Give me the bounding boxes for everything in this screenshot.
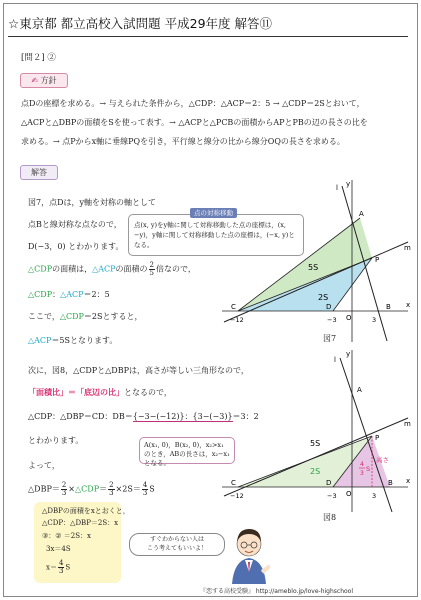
fig7-text-l4e: 倍なので， (155, 264, 196, 274)
fig7-text-line-2: 点Bと線対称な点なので， (28, 220, 122, 229)
title-divider (8, 36, 408, 37)
frac-num-a: 2 (61, 481, 67, 489)
fig7-tick-12: −12 (230, 316, 244, 324)
fig8-eq2: ＝ (99, 484, 108, 494)
fig8-ratio-calc: {−3−(−12)}：{3−(−3)} (132, 412, 233, 421)
working-line-3: ③：② ＝2S：x (42, 532, 91, 540)
fig7-cdp-ref3: △CDP (59, 312, 84, 321)
fig7-tick-3: 3 (372, 316, 377, 324)
fig7-acp-ref: △ACP (92, 264, 116, 274)
fig8-text-line-4: とわかります。 (28, 436, 84, 445)
fig8-text-line-2 (28, 386, 172, 399)
fig8-label-o: O (346, 490, 352, 498)
fig7-text-l4d: の面積の (115, 264, 148, 274)
frac-num: 2 (149, 261, 154, 269)
fig7-label-a: A (359, 210, 364, 218)
fig7-text-line-6 (28, 310, 143, 323)
frac-num-b: 2 (109, 481, 114, 489)
fig7-label-d: D (326, 303, 332, 311)
working-x-eq: x＝ (46, 563, 57, 572)
fig7-text-l4b: の面積は， (52, 264, 93, 274)
fig7-label-y: y (346, 180, 351, 188)
fig8-label-2s: 2S (310, 467, 321, 476)
frac-den-a: 3 (61, 489, 67, 497)
page-title: ☆東京都 都立高校入試問題 平成29年度 解答⑪ (8, 16, 273, 31)
fig7-acp-ref2: △ACP (60, 290, 84, 299)
working-line-5 (46, 560, 70, 575)
fig8-dbp-ref: △DBP (28, 484, 52, 494)
fig8-label-l: l (334, 356, 336, 364)
working-line-1: △DBPの面積をxとおくと， (42, 507, 130, 515)
fig8-ratio-result: ＝3：2 (232, 412, 259, 421)
fig8-label-m: m (404, 420, 411, 428)
houshin-line-3: 求める。→ 点Pからx軸に垂線PQを引き，平行線と線分の比から線分OQの長さを求める。 (21, 137, 345, 146)
fraction-2-5 (149, 262, 155, 277)
fig8-label-5s: 5S (310, 439, 321, 448)
fig8-text-l2b: となるので， (124, 388, 172, 397)
frac-den-b: 3 (109, 489, 114, 497)
frac-num-c: 4 (142, 481, 148, 489)
fig7-cdp-ref: △CDP (28, 264, 53, 274)
footer-credit: 『恋する高校受験』 http://ameblo.jp/love-highschool (200, 588, 354, 595)
fig8-times-2s: ×2S＝ (115, 484, 141, 494)
fig7-text-line-5 (28, 288, 110, 301)
fig7-caption: 図7 (323, 334, 337, 343)
fig7-label-l: l (336, 184, 338, 192)
fig7-label-b: B (386, 303, 391, 311)
fig8-label-d: D (326, 479, 332, 487)
fig8-label-c: C (231, 479, 236, 487)
fig7-text-line-4 (28, 262, 196, 277)
answer-badge: 解答 (20, 165, 58, 180)
area-ratio-rule: 「面積比」＝「底辺の比」 (28, 387, 124, 397)
fig8-label-a: A (357, 386, 362, 394)
speech-bubble (129, 533, 225, 556)
fig7-colon: ： (52, 290, 61, 299)
working-line-4: 3x＝4S (46, 545, 71, 553)
fig8-s: S (149, 484, 155, 494)
fig7-label-o: O (346, 314, 352, 322)
symmetry-note-title: 点の対称移動 (190, 208, 237, 218)
working-s: S (65, 563, 71, 572)
fig7-ratio: ＝2：5 (83, 290, 110, 299)
fig7-text-line-3: D(−3，0) とわかります。 (28, 242, 124, 251)
pen-icon: ✍ (31, 76, 39, 85)
fig8-label-p: P (375, 434, 380, 442)
fig8-label-y: y (346, 350, 351, 358)
fig8-label-height: 高さ (376, 456, 389, 464)
fig7-text-line-7 (28, 334, 117, 347)
fraction-4-3-b (58, 560, 64, 575)
fig8-line-l (340, 358, 392, 512)
bubble-line-2: こう考えてもいいよ！ (146, 544, 207, 552)
houshin-badge-label: 方針 (40, 76, 57, 85)
working-line-2: △CDP：△DBP＝2S：x (42, 519, 119, 527)
fraction-2-3-b (108, 482, 114, 497)
frac-den-d: 3 (58, 567, 64, 575)
fig7-label-2s: 2S (318, 293, 329, 302)
question-label: [問２] ② (21, 53, 56, 63)
fig7-label-m: m (404, 244, 411, 252)
fig8-label-x: x (406, 477, 411, 485)
fig8-label-43-s: S (366, 465, 371, 473)
fig8-cdp-ref: △CDP (75, 484, 100, 494)
fig7-text-l6c: ＝2Sとすると， (83, 312, 143, 321)
fig8-text-line-5: よって， (28, 461, 60, 470)
frac-num-d: 4 (58, 559, 64, 567)
frac-den: 5 (149, 269, 154, 277)
teacher-illustration (228, 520, 270, 584)
fig7-label-p: P (375, 256, 380, 264)
fig8-tick-3: 3 (372, 492, 377, 500)
fig7-label-x: x (406, 301, 411, 309)
fig7-label-c: C (231, 303, 236, 311)
fig8-label-43-num: 4 (360, 461, 364, 468)
fig8-ratio-prefix: △CDP：△DBP＝CD：DB＝ (28, 412, 133, 421)
fig8-tick-3n: −3 (327, 492, 337, 500)
figure-7 (222, 176, 414, 344)
fig8-tick-12: −12 (230, 492, 244, 500)
fig7-text-line-1: 図7，点Dは，y軸を対称の軸として (28, 198, 157, 207)
fig8-caption: 図8 (323, 513, 337, 522)
fraction-2-3-a (61, 482, 67, 497)
fig7-label-5s: 5S (308, 263, 319, 272)
bubble-line-1: すぐわからない人は (149, 536, 204, 543)
fraction-4-3 (142, 482, 148, 497)
fig7-acp-ref3: △ACP (28, 336, 52, 345)
fig8-label-b: B (388, 479, 393, 487)
fig8-label-43-den: 3 (360, 470, 364, 477)
frac-den-c: 3 (142, 489, 148, 497)
houshin-line-1: 点Dの座標を求める。→ 与えられた条件から，△CDP：△ACP＝2：5 → △CDP＝2Sとおいて， (21, 99, 365, 108)
fig7-tick-3n: −3 (327, 316, 337, 324)
houshin-badge (20, 73, 68, 88)
segment-length-note: A(x₁, 0)，B(x₂, 0)，x₂>x₁のとき，ABの長さは，x₂−x₁となる。 (139, 437, 235, 464)
fig8-eq1: ＝ (51, 484, 60, 494)
fig8-times: × (68, 484, 75, 494)
symmetry-note-box: 点(x, y)をy軸に関して対称移動した点の座標は，(x, −y)，y軸に関して対称移動した点の座標は，(−x, y)となる。 (128, 214, 304, 256)
fig8-text-line-1: 次に，図8，△CDPと△DBPは，高さが等しい三角形なので， (28, 366, 249, 375)
fig8-text-line-6 (28, 482, 155, 497)
fig7-text-l7b: ＝5Sとなります。 (51, 336, 118, 345)
houshin-line-2: △ACPと△DBPの面積をSを使って表す。→ △ACPと△PCBの面積からAPとPBの辺の長さの比を (21, 118, 368, 127)
figure-8 (222, 346, 414, 514)
fig7-cdp-ref2: △CDP (28, 290, 53, 299)
fig7-text-l6a: ここで， (28, 312, 60, 321)
